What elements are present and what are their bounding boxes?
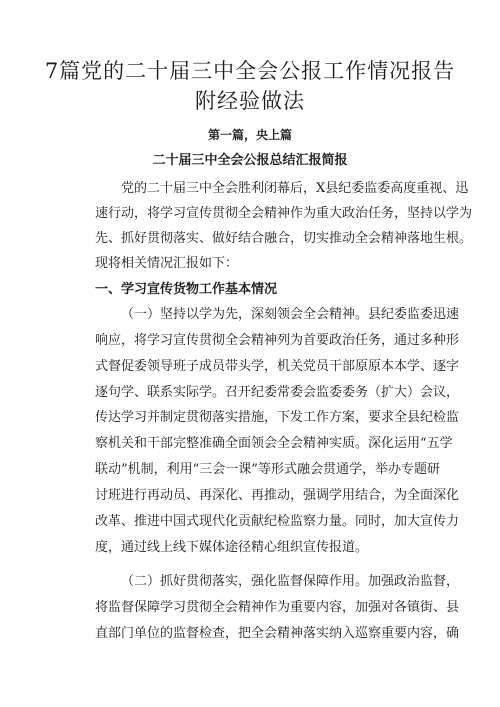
document-title-line-2: 附经验做法: [195, 89, 305, 113]
body-line: 改革、推进中国式现代化贡献纪检监察力量。同时，加大宣传力: [95, 514, 460, 529]
body-line: 响应，将学习宣传贯彻全会精神列为首要政治任务，通过多种形: [95, 333, 460, 348]
chapter-heading: 第一篇，央上篇: [207, 128, 292, 142]
body-line: 度，通过线上线下媒体途径精心组织宣传报道。: [95, 540, 369, 555]
body-line: 逐句学、联系实际学。召开纪委常委会监委委务（扩大）会议，: [95, 385, 460, 400]
body-line: （一）坚持以学为先，深刻领会全会精神。县纪委监委迅速: [121, 307, 460, 322]
body-line: 传达学习并制定贯彻落实措施，下发工作方案，要求全县纪检监: [95, 410, 460, 425]
body-line: 察机关和干部完整准确全面领会全会精神实质。深化运用“五学: [95, 436, 453, 451]
body-line: 党的二十届三中全会胜利闭幕后，X县纪委监委高度重视、迅: [121, 181, 469, 196]
body-line: 式督促委领导班子成员带头学，机关党员干部原原本本学、逐字: [95, 359, 460, 374]
body-line: 速行动，将学习宣传贯彻全会精神作为重大政治任务，坚持以学为: [95, 206, 473, 221]
body-line: 直部门单位的监督检查，把全会精神落实纳入巡察重要内容，确: [95, 626, 460, 641]
document-title-line-1: 7篇党的二十届三中全会公报工作情况报告: [44, 59, 456, 83]
report-title: 二十届三中全会公报总结汇报简报: [152, 153, 348, 168]
body-line: 联动”机制，利用“三会一课”等形式融会贯通学，举办专题研: [95, 462, 440, 477]
section-heading: 一、学习宣传货物工作基本情况: [95, 282, 278, 297]
body-line: 将监督保障学习贯彻全会精神作为重要内容，加强对各镇街、县: [95, 600, 460, 615]
body-line: 现将相关情况汇报如下：: [95, 256, 239, 271]
body-line: （二）抓好贯彻落实，强化监督保障作用。加强政治监督，: [121, 574, 460, 589]
body-line: 讨班进行再动员、再深化、再推动，强调学用结合，为全面深化: [95, 488, 460, 503]
body-line: 先、抓好贯彻落实、做好结合融合，切实推动全会精神落地生根。: [95, 231, 473, 246]
